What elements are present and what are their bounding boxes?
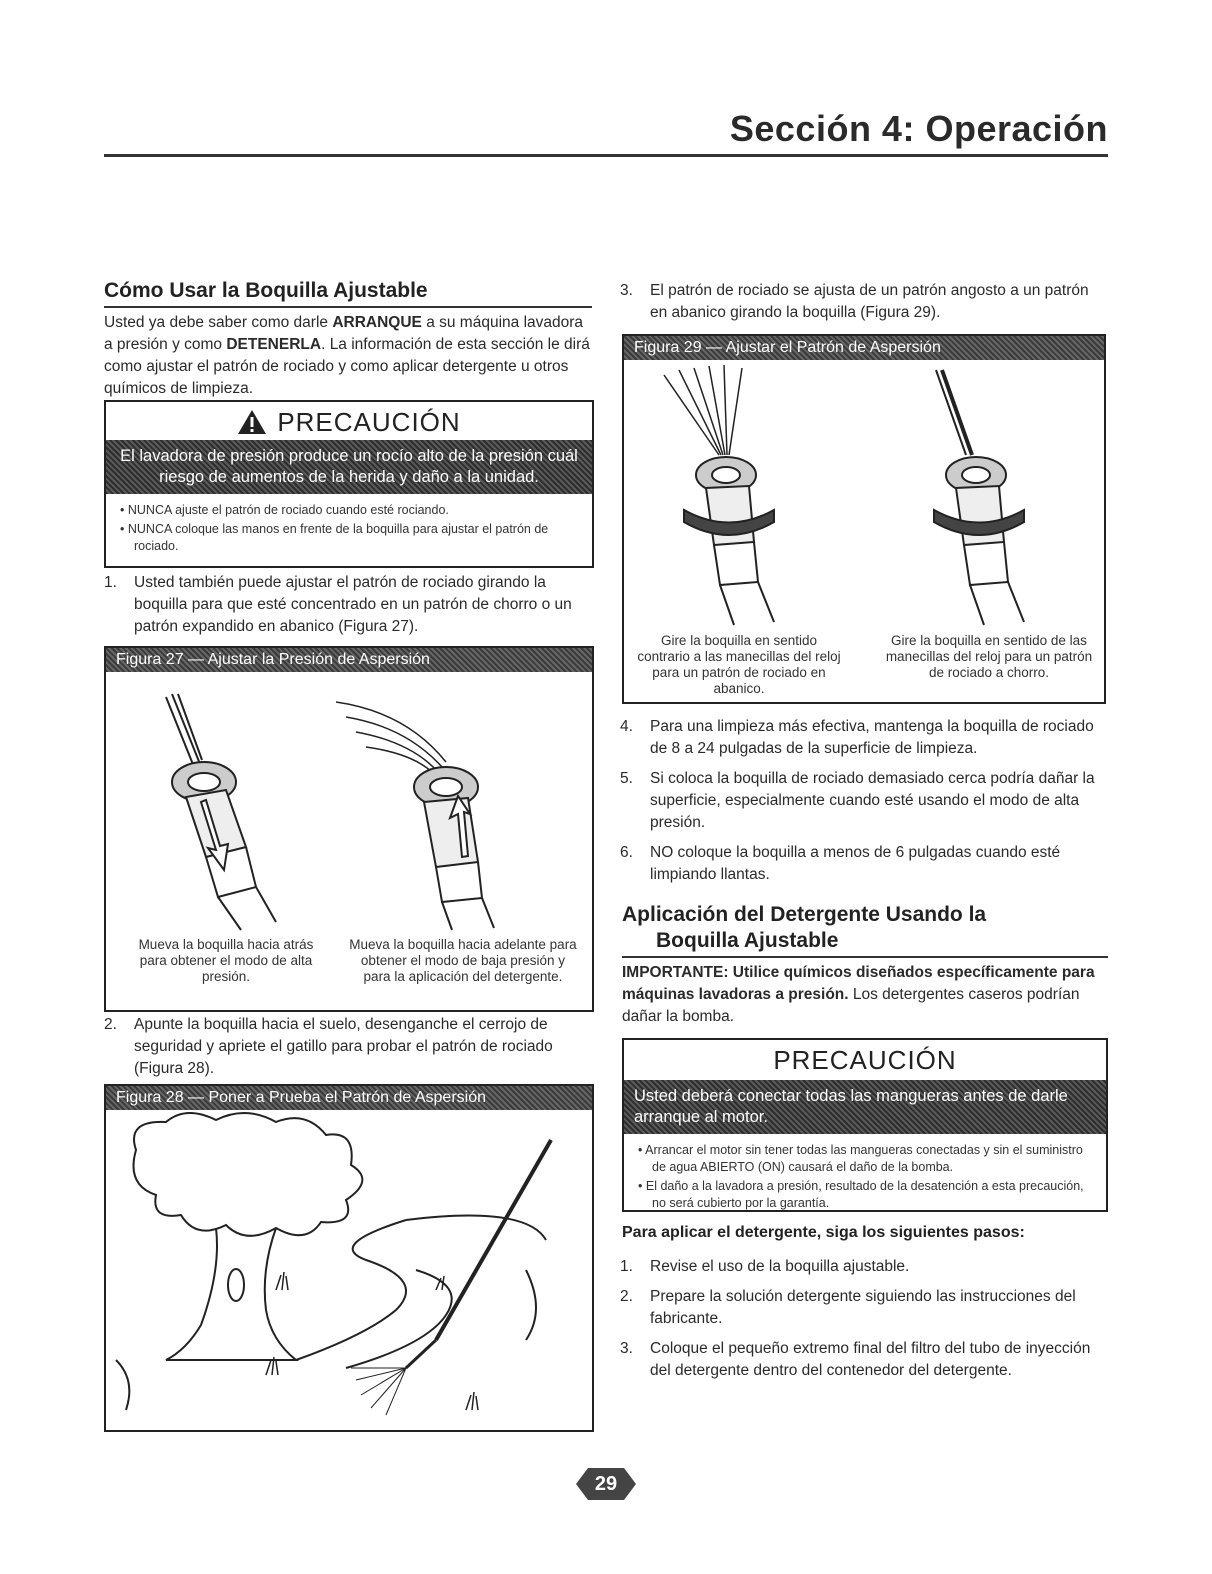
intro-paragraph: Usted ya debe saber como darle ARRANQUE a su máquina lavadora a presión y como DETENERLA. La información de esta sección le dirá como ajustar el patrón de rociado y como aplicar detergente u otros químicos de limpieza. [104,314,590,397]
caution-bullet: • NUNCA coloque las manos en frente de la boquilla para ajustar el patrón de rociado. [120,522,549,553]
figure-27-caption-right: Mueva la boquilla hacia adelante para obtener el modo de baja presión y para la aplicación del detergente. [349,937,577,984]
title-rule [104,154,1108,157]
right-heading-rule [622,956,1108,958]
figure-29-caption-left: Gire la boquilla en sentido contrario a las manecillas del reloj para un patrón de rociado en abanico. [637,633,841,696]
caution-2-bullets [624,1134,1106,1222]
figure-27 [104,646,594,1012]
detergent-steps [620,1256,1110,1390]
step-3: 3. El patrón de rociado se ajusta de un patrón angosto a un patrón en abanico girando la boquilla (Figura 29). [620,282,1089,321]
caution-2-banner: Usted deberá conectar todas las mangueras antes de darle arranque al motor. [624,1080,1106,1134]
caution-banner: El lavadora de presión produce un rocío alto de la presión cuál riesgo de aumentos de la herida y daño a la unidad. [106,440,592,494]
steps-heading: Para aplicar el detergente, siga los siguientes pasos: [622,1224,1025,1241]
figure-27-caption-left: Mueva la boquilla hacia atrás para obtener el modo de alta presión. [138,937,314,984]
figure-27-title: Figura 27 — Ajustar la Presión de Aspersión [106,648,592,672]
figure-29-caption-right: Gire la boquilla en sentido de las manecillas del reloj para un patrón de rociado a chorro. [885,633,1093,680]
figure-28-illustration [106,1110,592,1428]
page-number: 29 [594,1473,618,1495]
caution-box [104,400,594,568]
caution-bullets [106,494,592,565]
caution-2-bullet: • El daño a la lavadora a presión, resultado de la desatención a esta precaución, no será cubierto por la garantía. [638,1179,1084,1210]
left-heading-rule [104,306,592,308]
right-heading-line1: Aplicación del Detergente Usando la [622,903,987,926]
warning-icon [237,409,267,435]
figure-27-illustration [106,672,592,932]
step-1: 1. Usted también puede ajustar el patrón de rociado girando la boquilla para que esté concentrado en un patrón de chorro o un patrón expandido en abanico (Figura 27). [104,574,572,635]
figure-29 [622,334,1106,704]
caution-box-2 [622,1038,1108,1212]
step-6: 6. NO coloque la boquilla a menos de 6 pulgadas cuando esté limpiando llantas. [620,844,1061,883]
right-heading-line2: Boquilla Ajustable [656,929,839,952]
caution-2-title: PRECAUCIÓN [773,1045,957,1075]
figure-29-title: Figura 29 — Ajustar el Patrón de Aspersión [624,336,1104,360]
step-5: 5. Si coloca la boquilla de rociado demasiado cerca podría dañar la superficie, especialmente cuando esté usando el modo de alta presión. [620,770,1095,831]
figure-29-illustration [624,360,1104,628]
page-number-badge [576,1464,636,1504]
caution-2-bullet: • Arrancar el motor sin tener todas las mangueras conectadas y sin el suministro de agua ABIERTO (ON) causará el daño de la bomba. [638,1143,1083,1174]
figure-28-title: Figura 28 — Poner a Prueba el Patrón de Aspersión [106,1086,592,1110]
step-2: 2. Apunte la boquilla hacia el suelo, desenganche el cerrojo de seguridad y apriete el gatillo para probar el patrón de rociado (Figura 28). [104,1016,553,1077]
important-note: IMPORTANTE: Utilice químicos diseñados específicamente para máquinas lavadoras a presión. Los detergentes caseros podrían dañar la bomba. [622,964,1095,1025]
caution-bullet: • NUNCA ajuste el patrón de rociado cuando esté rociando. [120,503,449,517]
step-4: 4. Para una limpieza más efectiva, mantenga la boquilla de rociado de 8 a 24 pulgadas de la superficie de limpieza. [620,718,1094,757]
steps-4-6 [620,716,1110,894]
section-title: Sección 4: Operación [729,108,1108,149]
caution-title: PRECAUCIÓN [277,406,461,437]
figure-28 [104,1084,594,1432]
detergent-step-1: 1. Revise el uso de la boquilla ajustable. [620,1258,910,1275]
detergent-step-2: 2. Prepare la solución detergente siguiendo las instrucciones del fabricante. [620,1288,1076,1327]
detergent-step-3: 3. Coloque el pequeño extremo final del filtro del tubo de inyección del detergente dentro del contenedor del detergente. [620,1340,1091,1379]
left-heading: Cómo Usar la Boquilla Ajustable [104,279,428,302]
